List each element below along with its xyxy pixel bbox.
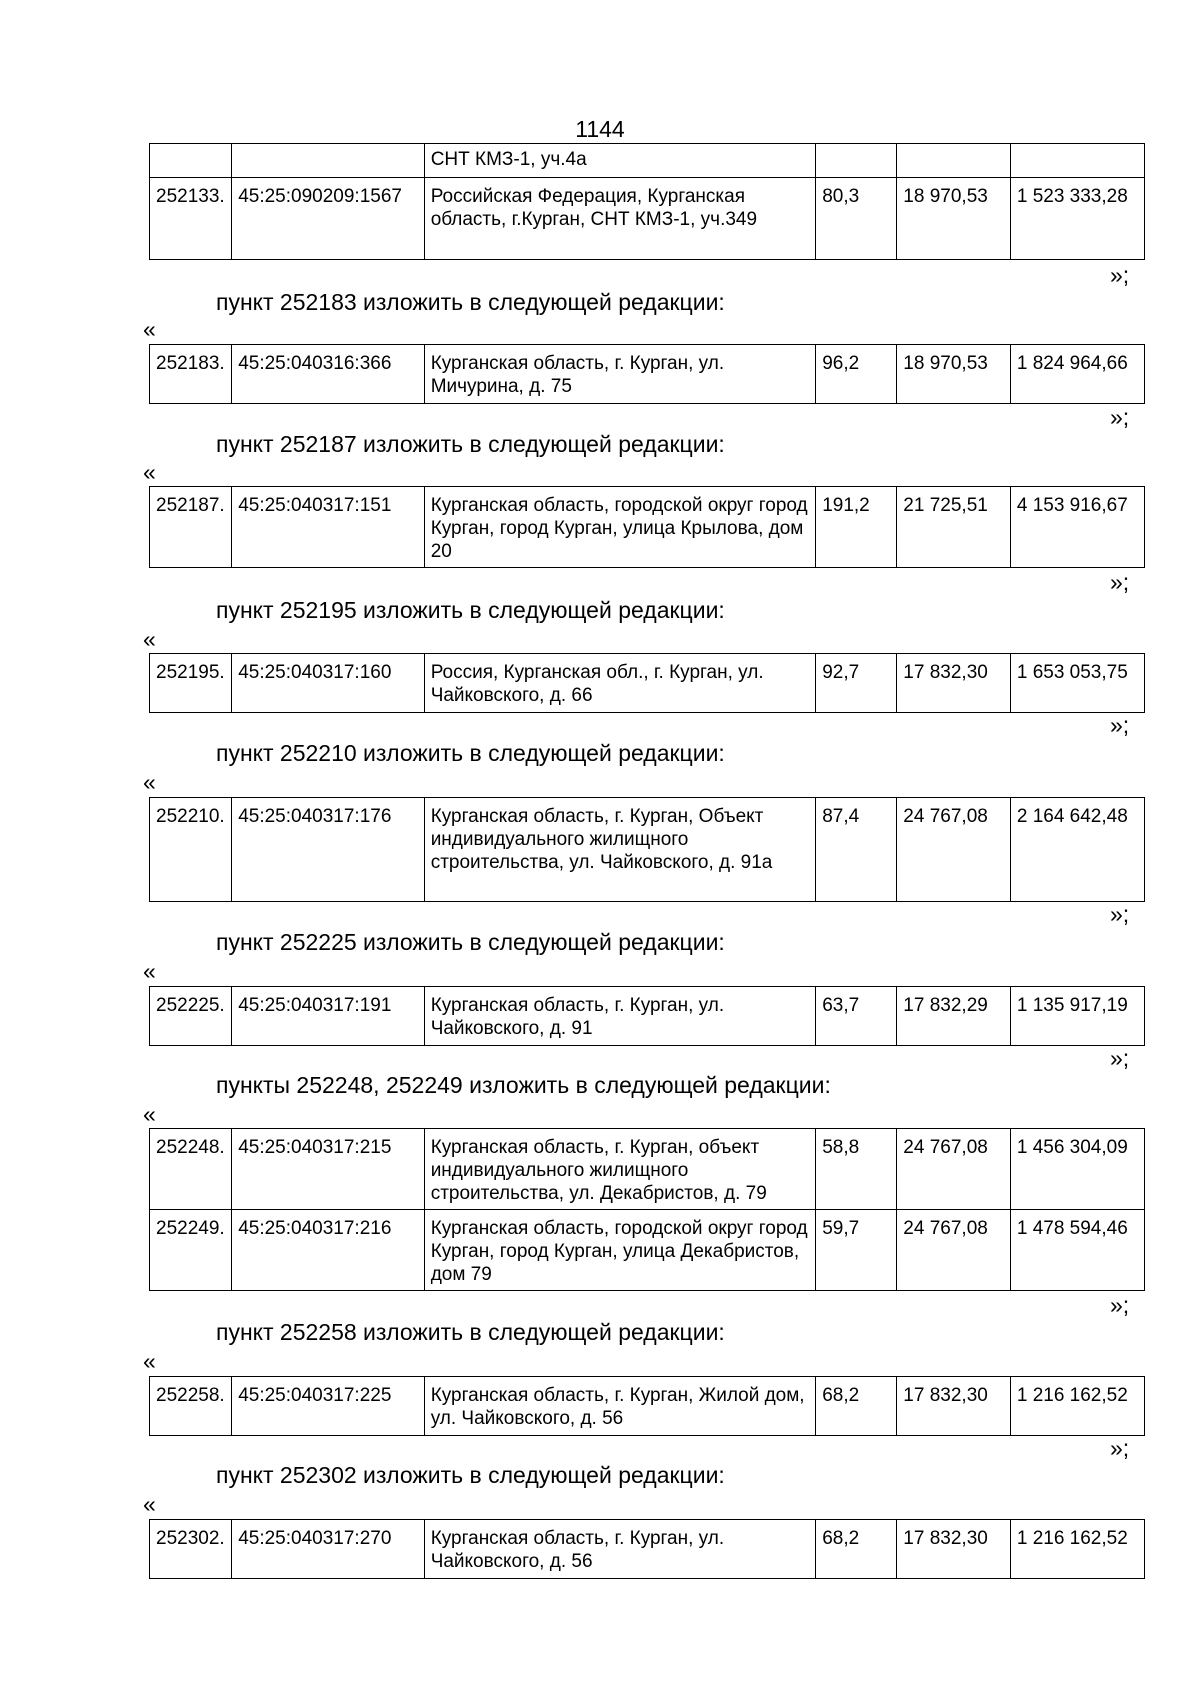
specific-value-cell: 17 832,29 bbox=[897, 987, 1011, 1046]
open-quote: « bbox=[143, 1491, 156, 1517]
row-number-cell: 252195. bbox=[150, 654, 232, 713]
page-number: 1144 bbox=[575, 116, 625, 142]
amendment-instruction: пункт 252195 изложить в следующей редакции: bbox=[216, 597, 725, 623]
cadastral-number-cell: 45:25:040317:270 bbox=[232, 1520, 425, 1579]
area-cell: 80,3 bbox=[816, 178, 897, 260]
cadastral-number-cell: 45:25:040317:176 bbox=[232, 798, 425, 902]
cadastral-number-cell bbox=[232, 144, 425, 178]
register-table bbox=[149, 1376, 1145, 1436]
area-cell bbox=[816, 144, 897, 178]
cadastral-number-cell: 45:25:040316:366 bbox=[232, 345, 425, 404]
table-row bbox=[150, 1129, 1145, 1210]
address-cell: Российская Федерация, Курганская область, г.Курган, СНТ КМЗ-1, уч.349 bbox=[424, 178, 816, 260]
register-table bbox=[149, 1128, 1145, 1291]
specific-value-cell: 17 832,30 bbox=[897, 1377, 1011, 1436]
row-number-cell: 252302. bbox=[150, 1520, 232, 1579]
cadastral-number-cell: 45:25:090209:1567 bbox=[232, 178, 425, 260]
cadastral-value-cell: 2 164 642,48 bbox=[1010, 798, 1144, 902]
amendment-instruction: пункт 252187 изложить в следующей редакции: bbox=[216, 431, 725, 457]
cadastral-value-cell: 1 216 162,52 bbox=[1010, 1520, 1144, 1579]
table-row bbox=[150, 798, 1145, 902]
close-quote: »; bbox=[1110, 569, 1130, 595]
address-cell: Курганская область, г. Курган, объект индивидуального жилищного строительства, ул. Декабристов, д. 79 bbox=[424, 1129, 816, 1210]
row-number-cell: 252249. bbox=[150, 1210, 232, 1291]
row-number-cell: 252133. bbox=[150, 178, 232, 260]
specific-value-cell: 17 832,30 bbox=[897, 1520, 1011, 1579]
open-quote: « bbox=[143, 769, 156, 795]
table-row bbox=[150, 487, 1145, 568]
area-cell: 59,7 bbox=[816, 1210, 897, 1291]
cadastral-value-cell: 1 523 333,28 bbox=[1010, 178, 1144, 260]
open-quote: « bbox=[143, 626, 156, 652]
register-table bbox=[149, 143, 1145, 260]
amendment-instruction: пункт 252210 изложить в следующей редакции: bbox=[216, 740, 725, 766]
address-cell: Курганская область, г. Курган, ул. Чайковского, д. 91 bbox=[424, 987, 816, 1046]
cadastral-number-cell: 45:25:040317:216 bbox=[232, 1210, 425, 1291]
cadastral-value-cell: 1 135 917,19 bbox=[1010, 987, 1144, 1046]
cadastral-number-cell: 45:25:040317:225 bbox=[232, 1377, 425, 1436]
open-quote: « bbox=[143, 1101, 156, 1127]
open-quote: « bbox=[143, 1348, 156, 1374]
row-number-cell: 252187. bbox=[150, 487, 232, 568]
row-number-cell: 252183. bbox=[150, 345, 232, 404]
cadastral-number-cell: 45:25:040317:160 bbox=[232, 654, 425, 713]
cadastral-number-cell: 45:25:040317:151 bbox=[232, 487, 425, 568]
register-table bbox=[149, 797, 1145, 902]
cadastral-value-cell: 4 153 916,67 bbox=[1010, 487, 1144, 568]
specific-value-cell: 24 767,08 bbox=[897, 1210, 1011, 1291]
area-cell: 68,2 bbox=[816, 1520, 897, 1579]
close-quote: »; bbox=[1110, 1435, 1130, 1461]
specific-value-cell bbox=[897, 144, 1011, 178]
address-cell: Курганская область, городской округ город Курган, город Курган, улица Крылова, дом 20 bbox=[424, 487, 816, 568]
table-row bbox=[150, 654, 1145, 713]
specific-value-cell: 24 767,08 bbox=[897, 1129, 1011, 1210]
area-cell: 58,8 bbox=[816, 1129, 897, 1210]
address-cell: Курганская область, городской округ город Курган, город Курган, улица Декабристов, дом 79 bbox=[424, 1210, 816, 1291]
area-cell: 68,2 bbox=[816, 1377, 897, 1436]
table-row bbox=[150, 1377, 1145, 1436]
row-number-cell bbox=[150, 144, 232, 178]
address-cell: Россия, Курганская обл., г. Курган, ул. Чайковского, д. 66 bbox=[424, 654, 816, 713]
close-quote: »; bbox=[1110, 262, 1130, 288]
open-quote: « bbox=[143, 316, 156, 342]
cadastral-value-cell: 1 478 594,46 bbox=[1010, 1210, 1144, 1291]
cadastral-value-cell: 1 824 964,66 bbox=[1010, 345, 1144, 404]
register-table bbox=[149, 1519, 1145, 1579]
specific-value-cell: 21 725,51 bbox=[897, 487, 1011, 568]
cadastral-number-cell: 45:25:040317:191 bbox=[232, 987, 425, 1046]
row-number-cell: 252248. bbox=[150, 1129, 232, 1210]
address-cell: Курганская область, г. Курган, Жилой дом, ул. Чайковского, д. 56 bbox=[424, 1377, 816, 1436]
amendment-instruction: пункт 252183 изложить в следующей редакции: bbox=[216, 289, 725, 315]
register-table bbox=[149, 986, 1145, 1046]
table-row bbox=[150, 987, 1145, 1046]
cadastral-value-cell: 1 216 162,52 bbox=[1010, 1377, 1144, 1436]
cadastral-value-cell: 1 456 304,09 bbox=[1010, 1129, 1144, 1210]
table-row bbox=[150, 144, 1145, 178]
area-cell: 87,4 bbox=[816, 798, 897, 902]
table-row bbox=[150, 345, 1145, 404]
amendment-instruction: пункт 252302 изложить в следующей редакции: bbox=[216, 1462, 725, 1488]
specific-value-cell: 18 970,53 bbox=[897, 178, 1011, 260]
address-cell: Курганская область, г. Курган, Объект индивидуального жилищного строительства, ул. Чайковского, д. 91а bbox=[424, 798, 816, 902]
specific-value-cell: 24 767,08 bbox=[897, 798, 1011, 902]
table-row bbox=[150, 1210, 1145, 1291]
register-table bbox=[149, 486, 1145, 568]
register-table bbox=[149, 653, 1145, 713]
row-number-cell: 252258. bbox=[150, 1377, 232, 1436]
table-row bbox=[150, 178, 1145, 260]
address-cell: Курганская область, г. Курган, ул. Чайковского, д. 56 bbox=[424, 1520, 816, 1579]
amendment-instruction: пункты 252248, 252249 изложить в следующей редакции: bbox=[216, 1072, 831, 1098]
specific-value-cell: 17 832,30 bbox=[897, 654, 1011, 713]
cadastral-number-cell: 45:25:040317:215 bbox=[232, 1129, 425, 1210]
area-cell: 92,7 bbox=[816, 654, 897, 713]
specific-value-cell: 18 970,53 bbox=[897, 345, 1011, 404]
area-cell: 191,2 bbox=[816, 487, 897, 568]
open-quote: « bbox=[143, 459, 156, 485]
open-quote: « bbox=[143, 958, 156, 984]
close-quote: »; bbox=[1110, 712, 1130, 738]
amendment-instruction: пункт 252225 изложить в следующей редакции: bbox=[216, 929, 725, 955]
amendment-instruction: пункт 252258 изложить в следующей редакции: bbox=[216, 1319, 725, 1345]
row-number-cell: 252210. bbox=[150, 798, 232, 902]
cadastral-value-cell bbox=[1010, 144, 1144, 178]
area-cell: 63,7 bbox=[816, 987, 897, 1046]
cadastral-value-cell: 1 653 053,75 bbox=[1010, 654, 1144, 713]
close-quote: »; bbox=[1110, 404, 1130, 430]
close-quote: »; bbox=[1110, 901, 1130, 927]
table-row bbox=[150, 1520, 1145, 1579]
close-quote: »; bbox=[1110, 1045, 1130, 1071]
address-cell: СНТ КМЗ-1, уч.4а bbox=[424, 144, 816, 178]
register-table bbox=[149, 344, 1145, 404]
area-cell: 96,2 bbox=[816, 345, 897, 404]
row-number-cell: 252225. bbox=[150, 987, 232, 1046]
close-quote: »; bbox=[1110, 1292, 1130, 1318]
address-cell: Курганская область, г. Курган, ул. Мичурина, д. 75 bbox=[424, 345, 816, 404]
